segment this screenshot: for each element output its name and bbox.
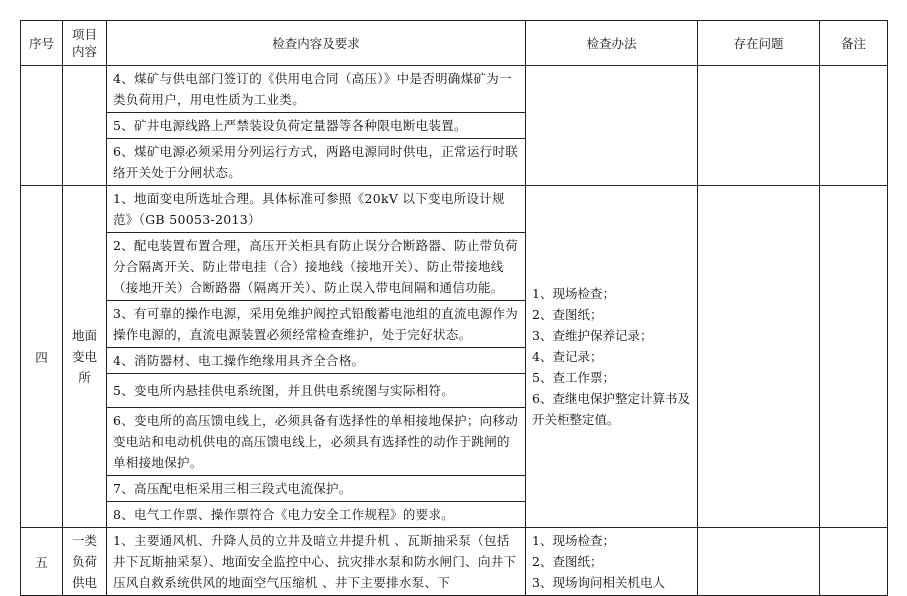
method-item: 3、查维护保养记录； [532,328,653,343]
seq-cell-4: 四 [21,186,63,528]
method-item: 3、现场询问相关机电人 [532,575,665,590]
requirement-cell: 8、电气工作票、操作票符合《电力安全工作规程》的要求。 [107,502,526,528]
table-row [21,528,888,596]
method-item: 2、查图纸； [532,307,603,322]
requirement-cell: 4、消防器材、电工操作绝缘用具齐全合格。 [107,348,526,374]
requirement-cell: 3、有可靠的操作电源，采用免维护阀控式铅酸蓄电池组的直流电源作为操作电源的，直流电源装置必须经常检查维护，处于完好状态。 [107,301,526,348]
seq-cell-prev [21,66,63,186]
inspection-table [20,20,888,596]
header-project-text: 项目 内容 [71,27,97,59]
method-item: 2、查图纸； [532,554,603,569]
method-item: 6、查继电保护整定计算书及开关柜整定值。 [532,391,690,427]
notes-cell-prev [820,66,888,186]
requirement-cell: 6、变电所的高压馈电线上，必须具备有选择性的单相接地保护；向移动变电站和电动机供电的高压馈电线上，必须具有选择性的动作于跳闸的单相接地保护。 [107,408,526,476]
issues-cell-5 [698,528,820,596]
method-cell-4 [526,186,698,528]
method-cell-5 [526,528,698,596]
requirement-cell: 5、变电所内悬挂供电系统图，并且供电系统图与实际相符。 [107,374,526,408]
notes-cell-4 [820,186,888,528]
issues-cell-prev [698,66,820,186]
requirement-cell: 7、高压配电柜采用三相三段式电流保护。 [107,476,526,502]
requirement-cell: 2、配电装置布置合理，高压开关柜具有防止误分合断路器、防止带负荷分合隔离开关、防止带电挂（合）接地线（接地开关）、防止带接地线（接地开关）合断路器（隔离开关）、防止误入带电间隔和通信功能。 [107,233,526,301]
header-project [63,21,107,66]
method-item: 1、现场检查； [532,533,615,548]
header-seq: 序号 [21,21,63,66]
requirement-cell: 4、煤矿与供电部门签订的《供用电合同（高压）》中是否明确煤矿为一类负荷用户，用电性质为工业类。 [107,66,526,113]
method-item: 1、现场检查； [532,286,615,301]
method-cell-prev [526,66,698,186]
project-cell-prev [63,66,107,186]
project-text-5: 一类 负荷 供电 [71,533,97,590]
project-cell-5 [63,528,107,596]
header-notes: 备注 [820,21,888,66]
header-method: 检查办法 [526,21,698,66]
table-row [21,186,888,233]
header-row [21,21,888,66]
header-issues: 存在问题 [698,21,820,66]
notes-cell-5 [820,528,888,596]
seq-cell-5: 五 [21,528,63,596]
project-cell-4 [63,186,107,528]
requirement-cell: 6、煤矿电源必须采用分列运行方式，两路电源同时供电，正常运行时联络开关处于分闸状态。 [107,139,526,186]
requirement-cell: 1、主要通风机、升降人员的立井及暗立井提升机 、瓦斯抽采泵（包括井下瓦斯抽采泵）、地面安全监控中心、抗灾排水泵和防水闸门、向井下压风自救系统供风的地面空气压缩机 、井下主要排水泵、下 [107,528,526,596]
requirement-cell: 5、矿井电源线路上严禁装设负荷定量器等各种限电断电装置。 [107,113,526,139]
requirement-cell: 1、地面变电所选址合理。具体标准可参照《20kV 以下变电所设计规范》（GB 50053-2013） [107,186,526,233]
table-row [21,66,888,113]
header-content: 检查内容及要求 [107,21,526,66]
method-item: 5、查工作票； [532,370,615,385]
method-item: 4、查记录； [532,349,603,364]
issues-cell-4 [698,186,820,528]
project-text-4: 地面 变电 所 [71,328,97,385]
